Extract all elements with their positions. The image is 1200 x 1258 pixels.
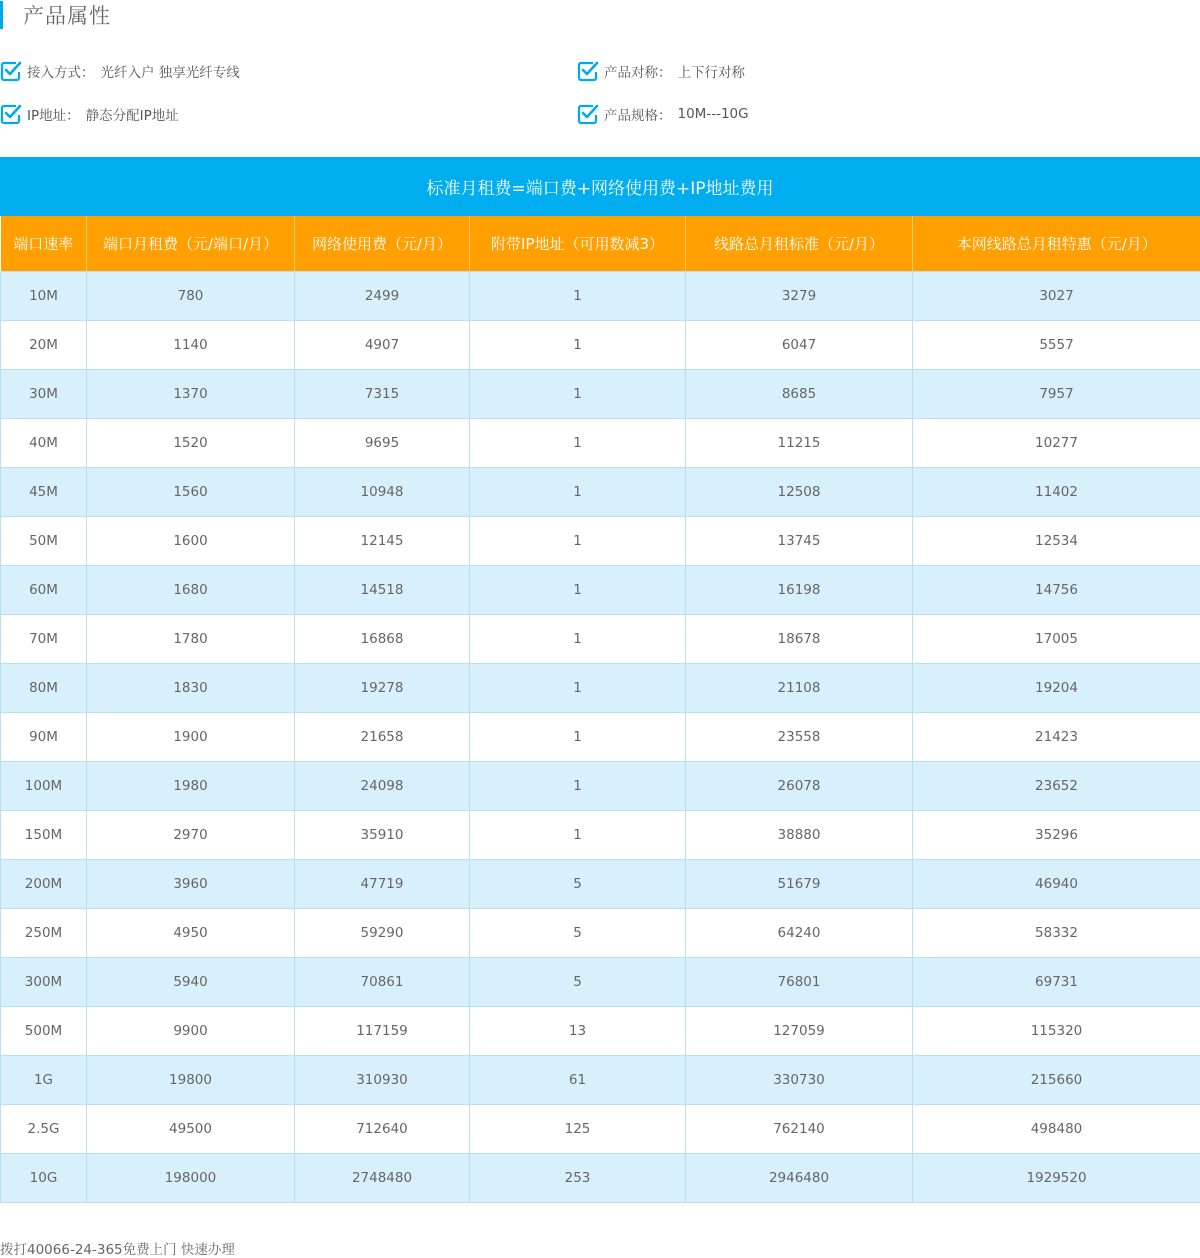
table-cell: 21108 <box>686 664 913 713</box>
table-cell: 24098 <box>295 762 470 811</box>
table-cell: 6047 <box>686 321 913 370</box>
table-cell: 47719 <box>295 860 470 909</box>
table-cell: 90M <box>1 713 87 762</box>
table-cell: 1 <box>470 419 686 468</box>
table-cell: 117159 <box>295 1007 470 1056</box>
table-cell: 2970 <box>87 811 295 860</box>
table-cell: 58332 <box>913 909 1200 958</box>
table-cell: 9695 <box>295 419 470 468</box>
table-cell: 1600 <box>87 517 295 566</box>
table-cell: 26078 <box>686 762 913 811</box>
table-cell: 5940 <box>87 958 295 1007</box>
table-row <box>1 566 1200 615</box>
table-cell: 18678 <box>686 615 913 664</box>
table-cell: 712640 <box>295 1105 470 1154</box>
table-cell: 498480 <box>913 1105 1200 1154</box>
table-cell: 1 <box>470 468 686 517</box>
table-cell: 1G <box>1 1056 87 1105</box>
table-cell: 198000 <box>87 1154 295 1203</box>
table-cell: 14518 <box>295 566 470 615</box>
table-row <box>1 811 1200 860</box>
column-header-network-fee: 网络使用费（元/月） <box>295 216 470 272</box>
table-cell: 80M <box>1 664 87 713</box>
table-cell: 780 <box>87 272 295 321</box>
table-cell: 10277 <box>913 419 1200 468</box>
attribute-value: 上下行对称 <box>678 61 746 81</box>
table-cell: 500M <box>1 1007 87 1056</box>
table-cell: 1 <box>470 566 686 615</box>
table-cell: 2748480 <box>295 1154 470 1203</box>
table-cell: 1 <box>470 321 686 370</box>
table-row <box>1 370 1200 419</box>
attribute-symmetry <box>577 60 745 82</box>
table-cell: 250M <box>1 909 87 958</box>
table-cell: 13745 <box>686 517 913 566</box>
table-cell: 1680 <box>87 566 295 615</box>
table-cell: 60M <box>1 566 87 615</box>
table-body <box>1 272 1200 1203</box>
table-cell: 762140 <box>686 1105 913 1154</box>
table-cell: 70M <box>1 615 87 664</box>
table-cell: 16198 <box>686 566 913 615</box>
table-row <box>1 713 1200 762</box>
table-row <box>1 321 1200 370</box>
table-cell: 64240 <box>686 909 913 958</box>
table-header <box>1 216 1200 272</box>
attribute-label: 产品规格： <box>604 104 672 124</box>
table-cell: 13 <box>470 1007 686 1056</box>
table-cell: 1 <box>470 664 686 713</box>
checkbox-checked-icon <box>577 103 599 125</box>
table-cell: 45M <box>1 468 87 517</box>
column-header-discount-total: 本网线路总月租特惠（元/月） <box>913 216 1200 272</box>
table-cell: 1520 <box>87 419 295 468</box>
table-cell: 11215 <box>686 419 913 468</box>
table-row <box>1 272 1200 321</box>
table-cell: 3027 <box>913 272 1200 321</box>
column-header-port-fee: 端口月租费（元/端口/月） <box>87 216 295 272</box>
table-cell: 12534 <box>913 517 1200 566</box>
table-cell: 3960 <box>87 860 295 909</box>
table-cell: 51679 <box>686 860 913 909</box>
table-cell: 59290 <box>295 909 470 958</box>
table-cell: 4907 <box>295 321 470 370</box>
section-title: 产品属性 <box>23 0 111 30</box>
table-cell: 253 <box>470 1154 686 1203</box>
table-cell: 300M <box>1 958 87 1007</box>
table-cell: 12145 <box>295 517 470 566</box>
table-cell: 1 <box>470 615 686 664</box>
table-cell: 1900 <box>87 713 295 762</box>
heading-accent-bar <box>0 1 3 29</box>
table-cell: 1 <box>470 272 686 321</box>
table-cell: 115320 <box>913 1007 1200 1056</box>
attribute-value: 静态分配IP地址 <box>86 104 179 124</box>
table-cell: 1980 <box>87 762 295 811</box>
table-cell: 5 <box>470 909 686 958</box>
table-row <box>1 762 1200 811</box>
table-cell: 23558 <box>686 713 913 762</box>
table-cell: 35910 <box>295 811 470 860</box>
table-row <box>1 860 1200 909</box>
table-cell: 2.5G <box>1 1105 87 1154</box>
attribute-access-method <box>0 60 240 82</box>
table-cell: 1 <box>470 517 686 566</box>
column-header-ip-addresses: 附带IP地址（可用数减3） <box>470 216 686 272</box>
attribute-label: 产品对称： <box>604 61 672 81</box>
attribute-value: 10M---10G <box>678 106 749 122</box>
table-cell: 100M <box>1 762 87 811</box>
table-cell: 1370 <box>87 370 295 419</box>
table-cell: 150M <box>1 811 87 860</box>
table-cell: 35296 <box>913 811 1200 860</box>
table-row <box>1 419 1200 468</box>
table-cell: 1830 <box>87 664 295 713</box>
pricing-formula-banner: 标准月租费=端口费+网络使用费+IP地址费用 <box>0 157 1200 216</box>
table-cell: 21423 <box>913 713 1200 762</box>
table-cell: 1929520 <box>913 1154 1200 1203</box>
table-cell: 5557 <box>913 321 1200 370</box>
table-cell: 12508 <box>686 468 913 517</box>
table-cell: 49500 <box>87 1105 295 1154</box>
table-cell: 1 <box>470 762 686 811</box>
table-cell: 215660 <box>913 1056 1200 1105</box>
table-cell: 14756 <box>913 566 1200 615</box>
table-cell: 2499 <box>295 272 470 321</box>
table-cell: 310930 <box>295 1056 470 1105</box>
attribute-ip-address <box>0 103 179 125</box>
table-cell: 23652 <box>913 762 1200 811</box>
table-cell: 19204 <box>913 664 1200 713</box>
table-cell: 11402 <box>913 468 1200 517</box>
table-cell: 19800 <box>87 1056 295 1105</box>
table-cell: 200M <box>1 860 87 909</box>
table-cell: 69731 <box>913 958 1200 1007</box>
table-cell: 127059 <box>686 1007 913 1056</box>
table-cell: 3279 <box>686 272 913 321</box>
table-cell: 5 <box>470 958 686 1007</box>
column-header-standard-total: 线路总月租标准（元/月） <box>686 216 913 272</box>
table-cell: 1 <box>470 811 686 860</box>
table-cell: 1 <box>470 370 686 419</box>
table-cell: 5 <box>470 860 686 909</box>
table-cell: 38880 <box>686 811 913 860</box>
pricing-table <box>0 216 1200 1203</box>
table-row <box>1 468 1200 517</box>
table-cell: 70861 <box>295 958 470 1007</box>
table-cell: 7315 <box>295 370 470 419</box>
attribute-spec <box>577 103 749 125</box>
table-cell: 50M <box>1 517 87 566</box>
table-cell: 10M <box>1 272 87 321</box>
table-cell: 4950 <box>87 909 295 958</box>
table-cell: 17005 <box>913 615 1200 664</box>
table-cell: 19278 <box>295 664 470 713</box>
table-cell: 1780 <box>87 615 295 664</box>
table-cell: 1 <box>470 713 686 762</box>
attribute-label: 接入方式： <box>27 61 95 81</box>
table-cell: 125 <box>470 1105 686 1154</box>
table-cell: 8685 <box>686 370 913 419</box>
table-cell: 2946480 <box>686 1154 913 1203</box>
table-row <box>1 517 1200 566</box>
checkbox-checked-icon <box>0 60 22 82</box>
table-cell: 9900 <box>87 1007 295 1056</box>
table-cell: 7957 <box>913 370 1200 419</box>
table-row <box>1 1056 1200 1105</box>
table-cell: 10G <box>1 1154 87 1203</box>
table-row <box>1 1154 1200 1203</box>
table-cell: 16868 <box>295 615 470 664</box>
section-heading <box>0 0 111 30</box>
contact-footer: 拨打40066-24-365免费上门 快速办理 <box>0 1238 235 1258</box>
table-cell: 40M <box>1 419 87 468</box>
table-cell: 1560 <box>87 468 295 517</box>
table-row <box>1 909 1200 958</box>
table-cell: 30M <box>1 370 87 419</box>
table-cell: 21658 <box>295 713 470 762</box>
table-cell: 46940 <box>913 860 1200 909</box>
attribute-value: 光纤入户 独享光纤专线 <box>101 61 240 81</box>
table-row <box>1 664 1200 713</box>
table-cell: 10948 <box>295 468 470 517</box>
checkbox-checked-icon <box>577 60 599 82</box>
table-cell: 20M <box>1 321 87 370</box>
header-row <box>1 216 1200 272</box>
table-row <box>1 1007 1200 1056</box>
table-cell: 61 <box>470 1056 686 1105</box>
column-header-port-speed: 端口速率 <box>1 216 87 272</box>
table-row <box>1 615 1200 664</box>
table-cell: 1140 <box>87 321 295 370</box>
checkbox-checked-icon <box>0 103 22 125</box>
table-row <box>1 958 1200 1007</box>
attribute-label: IP地址： <box>27 104 80 124</box>
table-row <box>1 1105 1200 1154</box>
table-cell: 330730 <box>686 1056 913 1105</box>
table-cell: 76801 <box>686 958 913 1007</box>
